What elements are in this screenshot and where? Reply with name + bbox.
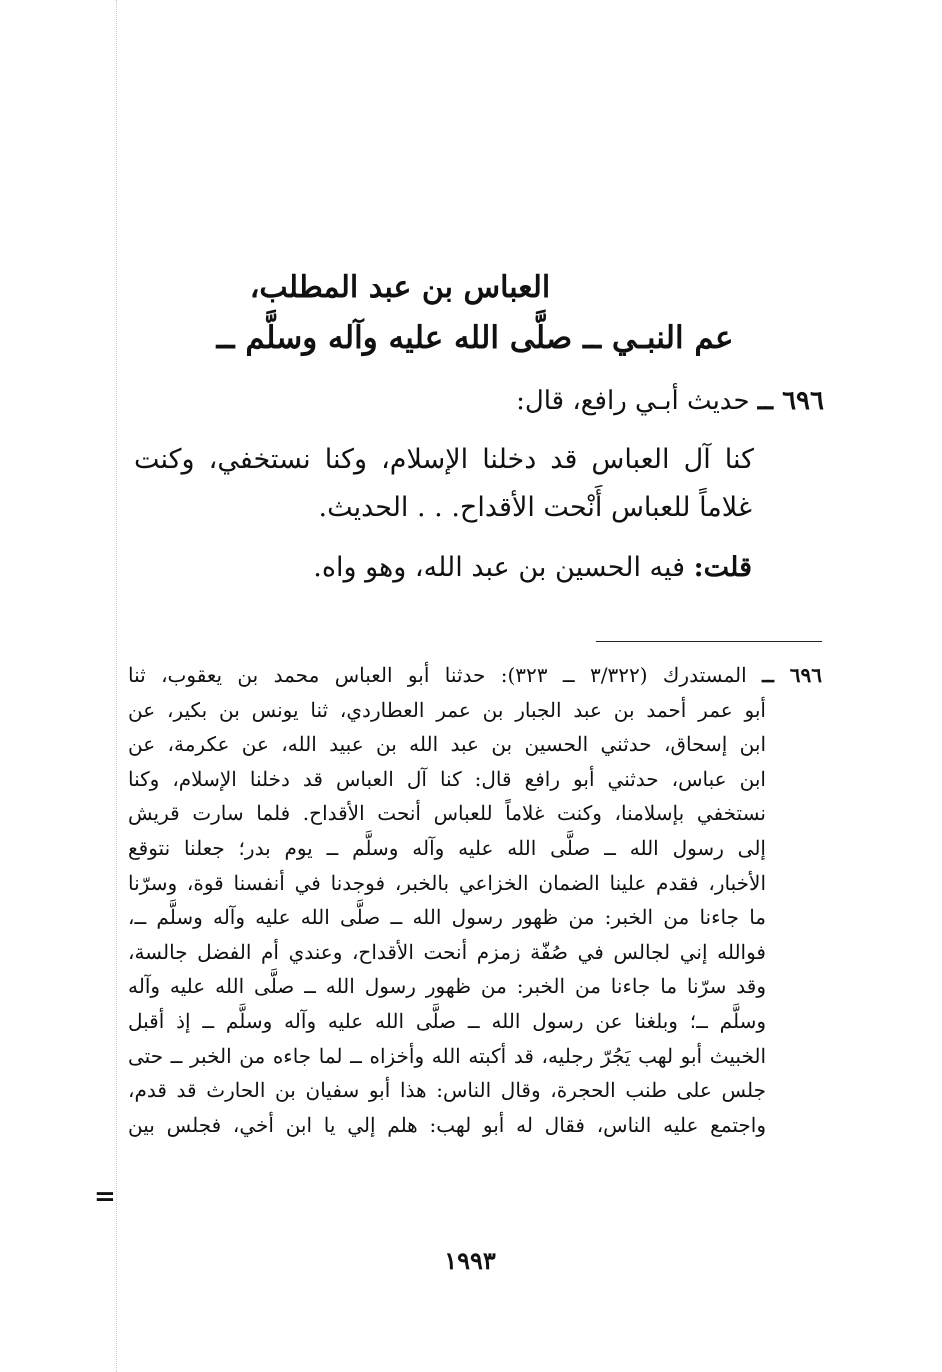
footnote-line: ابن إسحاق، حدثني الحسين بن عبد الله بن عبيد الله، عن عكرمة، عن xyxy=(128,732,766,757)
footnote-line: ما جاءنا من الخبر: من ظهور رسول الله ــ صلَّى الله عليه وآله وسلَّم ــ، xyxy=(128,905,766,930)
footnote-line: واجتمع عليه الناس، فقال له أبو لهب: هلم إلي يا ابن أخي، فجلس بين xyxy=(128,1112,766,1137)
page-edge-guide xyxy=(116,0,117,1372)
comment-label: قلت: xyxy=(693,552,752,583)
chapter-title-line-1: العباس بن عبد المطلب، xyxy=(249,270,551,305)
hadith-heading xyxy=(174,386,824,416)
hadith-heading-text: حديث أبـي رافع، قال: xyxy=(516,386,750,416)
footnote-line: إلى رسول الله ــ صلَّى الله عليه وآله وسلَّم ــ يوم بدر؛ جعلنا نتوقع xyxy=(128,835,766,860)
page-number: ١٩٩٣ xyxy=(444,1246,496,1275)
hadith-text-line: غلاماً للعباس أَنْحت الأقداح. . . الحديث. xyxy=(318,492,752,523)
continuation-mark: = xyxy=(94,1182,116,1212)
footnote-line: فوالله إني لجالس في صُفّة زمزم أنحت الأقداح، وعندي أم الفضل جالسة، xyxy=(128,939,766,964)
footnote-line: وقد سرّنا ما جاءنا من الخبر: من ظهور رسول الله ــ صلَّى الله عليه وآله xyxy=(128,974,766,999)
hadith-text-line: كنا آل العباس قد دخلنا الإسلام، وكنا نستخفي، وكنت xyxy=(134,444,754,475)
footnote-block xyxy=(128,658,822,1142)
footnote-separator xyxy=(596,641,822,642)
chapter-title-line-2: عم النبـي ــ صلَّى الله عليه وآله وسلَّم ــ xyxy=(216,320,734,356)
hadith-comment xyxy=(112,552,752,583)
footnote-line-text: المستدرك (٣/٣٢٢ ــ ٣٢٣): حدثنا أبو العباس محمد بن يعقوب، ثنا xyxy=(128,663,747,687)
comment-text: فيه الحسين بن عبد الله، وهو واه. xyxy=(313,552,686,583)
footnote-line: أبو عمر أحمد بن عبد الجبار بن عمر العطاردي، ثنا يونس بن بكير، عن xyxy=(128,697,766,722)
footnote-line: الخبيث أبو لهب يَجُرّ رجليه، قد أكبته الله وأخزاه ــ لما جاءه من الخبر ــ حتى xyxy=(128,1043,766,1068)
footnote-line: الأخبار، فقدم علينا الضمان الخزاعي بالخبر، فوجدنا في أنفسنا قوة، وسرّنا xyxy=(128,870,766,895)
footnote-line: ابن عباس، حدثني أبو رافع قال: كنا آل العباس قد دخلنا الإسلام، وكنا xyxy=(128,766,766,791)
footnote-line: جلس على طنب الحجرة، وقال الناس: هذا أبو سفيان بن الحارث قد قدم، xyxy=(128,1078,766,1103)
footnote-number: ٦٩٦ ــ xyxy=(762,663,823,687)
footnote-line: نستخفي بإسلامنا، وكنت غلاماً للعباس أنحت الأقداح. فلما سارت قريش xyxy=(128,801,766,826)
hadith-number: ٦٩٦ ــ xyxy=(757,386,824,416)
footnote-line xyxy=(128,658,822,693)
footnote-line: وسلَّم ــ؛ وبلغنا عن رسول الله ــ صلَّى الله عليه وآله وسلَّم ــ إذ أقبل xyxy=(128,1008,766,1033)
